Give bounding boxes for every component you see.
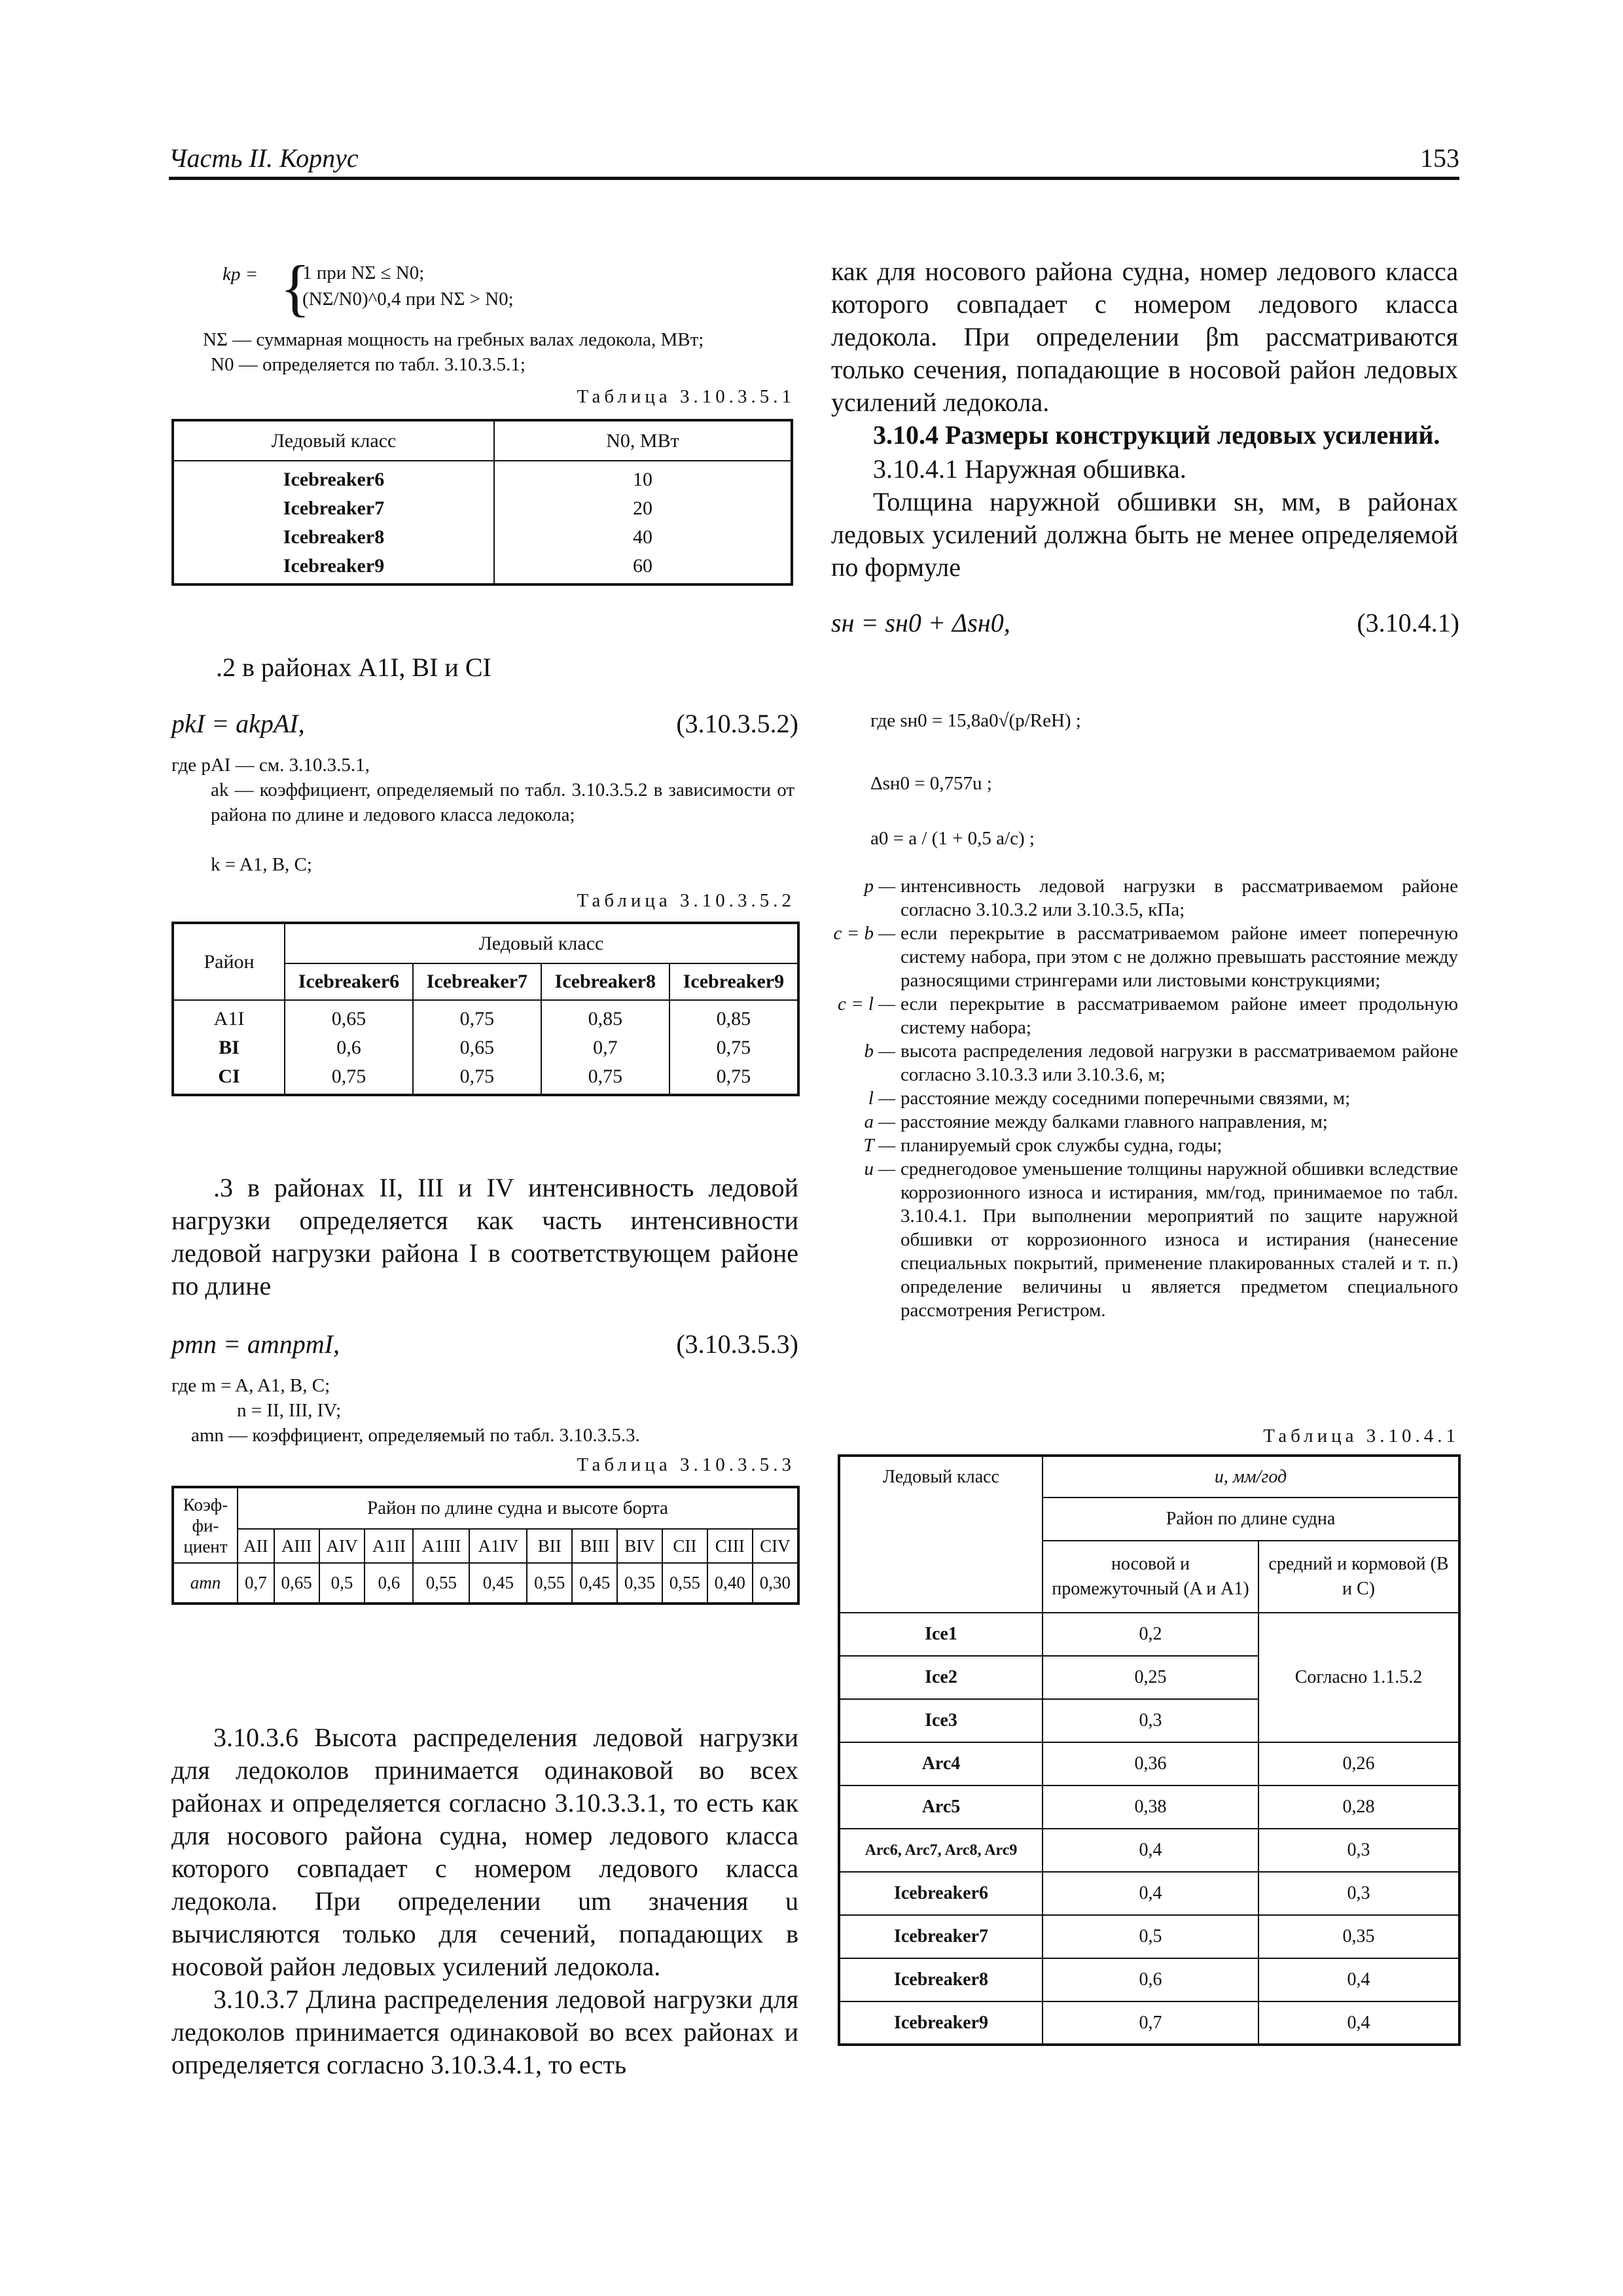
table3-value: 0,55 (527, 1563, 572, 1604)
table4-u-bow: 0,25 (1043, 1656, 1258, 1699)
table3-header-group: Район по длине судна и высоте борта (238, 1487, 798, 1529)
sn-formula-number: (3.10.4.1) (1357, 608, 1459, 637)
table4-caption: Таблица 3.10.4.1 (1263, 1426, 1459, 1446)
sec3-formula: pmn = amnpmI, (171, 1329, 340, 1359)
sec2-formula: pkI = akpAI, (171, 709, 305, 738)
sn-formula: sн = sн0 + Δsн0, (831, 608, 1010, 637)
table4-u-bow: 0,4 (1043, 1829, 1258, 1872)
table4-merged-note: Согласно 1.1.5.2 (1258, 1613, 1459, 1742)
sec3-where-2: n = II, III, IV; (237, 1400, 342, 1421)
table4-class: Icebreaker6 (839, 1872, 1043, 1915)
table4-u-bow: 0,4 (1043, 1872, 1258, 1915)
header-rule (169, 177, 1459, 180)
table3 (171, 1486, 800, 1605)
sec-3-10-4-1-text: Толщина наружной обшивки sн, мм, в районах ледовых усилений должна быть не менее определяемой по формуле (831, 487, 1458, 582)
table3-value: 0,7 (238, 1563, 274, 1604)
dsn0-formula: Δsн0 = 0,757u ; (870, 773, 992, 794)
table3-value: 0,65 (274, 1563, 319, 1604)
table3-column-header: BII (527, 1529, 572, 1563)
page-number: 153 (1420, 143, 1459, 173)
table4-header-region: Район по длине судна (1043, 1498, 1459, 1541)
table3-column-header: AII (238, 1529, 274, 1563)
table3-column-header: BIII (572, 1529, 617, 1563)
table4-u-bow: 0,6 (1043, 1958, 1258, 2001)
table3-row-label: amn (173, 1563, 238, 1604)
table4-row (839, 1872, 1459, 1915)
table4-row (839, 1958, 1459, 2001)
table2-cell: 0,75 (669, 1062, 798, 1095)
table4-u-mid: 0,3 (1258, 1829, 1459, 1872)
kp-def-nsigma: NΣ — суммарная мощность на гребных валах ледокола, МВт; (203, 329, 704, 350)
table3-caption: Таблица 3.10.3.5.3 (577, 1454, 795, 1475)
definition-text: расстояние между соседними поперечными связями, м; (901, 1088, 1351, 1109)
definition-symbol: l — (868, 1088, 895, 1109)
definition-symbol: p — (864, 876, 895, 897)
table3-value: 0,55 (413, 1563, 469, 1604)
table2-cell: 0,75 (285, 1062, 413, 1095)
table3-value: 0,5 (319, 1563, 365, 1604)
table2-cell: 0,65 (413, 1033, 541, 1062)
kp-lhs: kp = (223, 264, 259, 285)
table3-column-header: CIII (707, 1529, 753, 1563)
table2-header-region: Район (173, 923, 285, 1000)
table4-row (839, 1742, 1459, 1785)
table4-class: Icebreaker9 (839, 2001, 1043, 2045)
table4-header-u: u, мм/год (1043, 1456, 1459, 1498)
table2-cell: 0,75 (541, 1062, 669, 1095)
table4-u-bow: 0,36 (1043, 1742, 1258, 1785)
sec2-formula-number: (3.10.3.5.2) (676, 709, 798, 738)
definition-text: если перекрытие в рассматриваемом районе имеет поперечную систему набора, при этом c не должно превышать расстояние между разносящими стрингерами или листовыми конструкциями; (901, 923, 1458, 991)
table1-cell: Icebreaker8 (173, 523, 494, 552)
definition-text: расстояние между балками главного направления, м; (901, 1111, 1328, 1132)
definition-item (804, 1110, 1458, 1134)
table3-value: 0,35 (617, 1563, 662, 1604)
table2-class: Icebreaker7 (413, 963, 541, 1000)
sec3-where-1: где m = A, A1, B, C; (171, 1375, 330, 1396)
sn0-formula: где sн0 = 15,8a0√(p/ReH) ; (870, 710, 1081, 731)
table2-class: Icebreaker6 (285, 963, 413, 1000)
sec2-heading: .2 в районах A1I, BI и CI (216, 653, 491, 682)
definition-text: среднегодовое уменьшение толщины наружной обшивки вследствие коррозионного износа и истирания, мм/год, принимаемое по табл. 3.10.4.1. При выполнении мероприятий по защите наружной обшивки от коррозионного износа и истирания (нанесение специальных покрытий, применение плакированных сталей и т. п.) определение величины u является предметом специального рассмотрения Регистром. (901, 1158, 1458, 1321)
table2-cell: 0,6 (285, 1033, 413, 1062)
table4-u-mid: 0,4 (1258, 2001, 1459, 2045)
table3-column-header: BIV (617, 1529, 662, 1563)
sec3-text: .3 в районах II, III и IV интенсивность ледовой нагрузки определяется как часть интенсивности ледовой нагрузки района I в соответствующем районе по длине (171, 1173, 798, 1300)
table2-cell: 0,75 (669, 1033, 798, 1062)
table1-cell: Icebreaker9 (173, 552, 494, 584)
sec-3-10-3-6-text: Высота распределения ледовой нагрузки для ледоколов принимается одинаковой во всех районах и определяется согласно 3.10.3.3.1, то есть как для носового района судна, номер ледового класса которого совпадает с номером ледового класса ледокола. При определении um значения u вычисляются только для сечений, попадающих в носовой район ледовых усилений ледокола. (171, 1723, 799, 1981)
table4-u-mid: 0,35 (1258, 1915, 1459, 1958)
table4-class: Icebreaker8 (839, 1958, 1043, 2001)
table4-class: Arc6, Arc7, Arc8, Arc9 (839, 1829, 1043, 1872)
table4-row (839, 1829, 1459, 1872)
table4-class: Ice2 (839, 1656, 1043, 1699)
table4-u-mid: 0,26 (1258, 1742, 1459, 1785)
definition-item (804, 922, 1458, 992)
definition-item (804, 874, 1458, 922)
table1-header-n0: N0, МВт (494, 420, 792, 461)
table4-class: Ice3 (839, 1699, 1043, 1742)
table2-cell: 0,7 (541, 1033, 669, 1062)
table2-cell: 0,85 (541, 1000, 669, 1033)
a0-formula: a0 = a / (1 + 0,5 a/c) ; (870, 828, 1035, 849)
table1-cell: 20 (494, 494, 792, 523)
table4-header-bow: носовой и промежуточный (A и A1) (1043, 1541, 1258, 1613)
definition-text: если перекрытие в рассматриваемом районе имеет продольную систему набора; (901, 994, 1458, 1038)
table4-u-bow: 0,2 (1043, 1613, 1258, 1656)
table2-cell: 0,75 (413, 1000, 541, 1033)
sec-3-10-4-heading: 3.10.4 Размеры конструкций ледовых усилений. (873, 420, 1440, 450)
table4-class: Arc4 (839, 1742, 1043, 1785)
table1-header-class: Ледовый класс (173, 420, 494, 461)
definition-symbol: a — (864, 1111, 895, 1132)
table2-cell: A1I (173, 1000, 285, 1033)
kp-case-1: 1 при NΣ ≤ N0; (302, 262, 425, 283)
definition-item (804, 1157, 1458, 1322)
table3-column-header: AIII (274, 1529, 319, 1563)
table4-class: Ice1 (839, 1613, 1043, 1656)
table2-class: Icebreaker9 (669, 963, 798, 1000)
table4-row (839, 1613, 1459, 1656)
definition-symbol: b — (864, 1041, 895, 1062)
table2-cell: 0,75 (413, 1062, 541, 1095)
table4-class: Icebreaker7 (839, 1915, 1043, 1958)
table4-u-bow: 0,38 (1043, 1785, 1258, 1829)
table3-column-header: A1IV (469, 1529, 527, 1563)
kp-case-2: (NΣ/N0)^0,4 при NΣ > N0; (302, 289, 514, 310)
table3-column-header: AIV (319, 1529, 365, 1563)
definition-item (804, 1086, 1458, 1110)
table4-class: Arc5 (839, 1785, 1043, 1829)
table1-cell: 60 (494, 552, 792, 584)
table2-class: Icebreaker8 (541, 963, 669, 1000)
table4-row (839, 2001, 1459, 2045)
sec-3-10-4-1-title: 3.10.4.1 Наружная обшивка. (873, 454, 1186, 484)
table4-row (839, 1785, 1459, 1829)
table2-cell: 0,65 (285, 1000, 413, 1033)
table3-value: 0,45 (572, 1563, 617, 1604)
table4-header-class: Ледовый класс (839, 1456, 1043, 1613)
table3-header-coef: Коэф-фи-циент (173, 1487, 238, 1563)
table2-cell: CI (173, 1062, 285, 1095)
table2-header-class: Ледовый класс (285, 923, 798, 963)
table4 (838, 1454, 1461, 2046)
table2 (171, 922, 800, 1096)
definition-item (804, 1134, 1458, 1157)
sec3-formula-number: (3.10.3.5.3) (676, 1329, 798, 1359)
definitions-list (804, 874, 1458, 1322)
definition-symbol: c = b — (833, 923, 895, 944)
table3-value: 0,40 (707, 1563, 753, 1604)
sec2-where-1: где pAI — см. 3.10.3.5.1, (171, 755, 370, 776)
definition-text: планируемый срок службы судна, годы; (901, 1135, 1222, 1156)
table1 (171, 419, 793, 586)
definition-symbol: T — (863, 1135, 895, 1156)
sec-3-10-3-7 (171, 1983, 798, 2081)
table4-row (839, 1915, 1459, 1958)
table4-header-mid: средний и кормовой (B и C) (1258, 1541, 1459, 1613)
table3-column-header: A1III (413, 1529, 469, 1563)
sec-3-10-3-7-text: Длина распределения ледовой нагрузки для ледоколов принимается одинаковой во всех районах и определяется согласно 3.10.3.4.1, то есть (171, 1984, 799, 2079)
table2-cell: 0,85 (669, 1000, 798, 1033)
table2-caption: Таблица 3.10.3.5.2 (577, 890, 795, 911)
table4-u-mid: 0,4 (1258, 1958, 1459, 2001)
definition-symbol: u — (864, 1158, 895, 1179)
sec-3-10-3-6 (171, 1721, 798, 1983)
table4-u-bow: 0,5 (1043, 1915, 1258, 1958)
table3-value: 0,55 (662, 1563, 707, 1604)
definition-symbol: c = l — (837, 994, 895, 1014)
table2-cell: BI (173, 1033, 285, 1062)
table3-value: 0,45 (469, 1563, 527, 1604)
definition-text: интенсивность ледовой нагрузки в рассматриваемом районе согласно 3.10.3.2 или 3.10.3.5, кПа; (901, 876, 1458, 920)
table4-u-mid: 0,3 (1258, 1872, 1459, 1915)
table1-cell: Icebreaker6 (173, 461, 494, 494)
kp-def-n0: N0 — определяется по табл. 3.10.3.5.1; (211, 354, 526, 375)
table4-u-mid: 0,28 (1258, 1785, 1459, 1829)
right-top-text: как для носового района судна, номер ледового класса которого совпадает с номером ледового класса ледокола. При определении βm рассматриваются только сечения, попадающие в носовой район ледовых усилений ледокола. (831, 257, 1458, 417)
table3-column-header: CII (662, 1529, 707, 1563)
sec-3-10-3-6-num: 3.10.3.6 (213, 1723, 298, 1752)
table3-value: 0,30 (753, 1563, 798, 1604)
definition-text: высота распределения ледовой нагрузки в рассматриваемом районе согласно 3.10.3.3 или 3.10.3.6, м; (901, 1041, 1458, 1085)
table1-caption: Таблица 3.10.3.5.1 (577, 386, 795, 407)
table1-cell: 40 (494, 523, 792, 552)
sec2-where-3: k = A1, B, C; (211, 854, 312, 875)
table3-value: 0,6 (365, 1563, 413, 1604)
definition-item (804, 992, 1458, 1039)
table4-u-bow: 0,3 (1043, 1699, 1258, 1742)
table1-cell: Icebreaker7 (173, 494, 494, 523)
sec3-where-3: amn — коэффициент, определяемый по табл. 3.10.3.5.3. (191, 1425, 640, 1446)
brace-glyph: { (280, 253, 311, 323)
sec2-where-2: ak — коэффициент, определяемый по табл. 3.10.3.5.2 в зависимости от района по длине и ледового класса ледокола; (211, 780, 794, 825)
table3-column-header: A1II (365, 1529, 413, 1563)
sec-3-10-3-7-num: 3.10.3.7 (213, 1984, 298, 2014)
table4-u-bow: 0,7 (1043, 2001, 1258, 2045)
table3-column-header: CIV (753, 1529, 798, 1563)
running-head: Часть II. Корпус (169, 143, 359, 173)
table1-cell: 10 (494, 461, 792, 494)
definition-item (804, 1039, 1458, 1086)
